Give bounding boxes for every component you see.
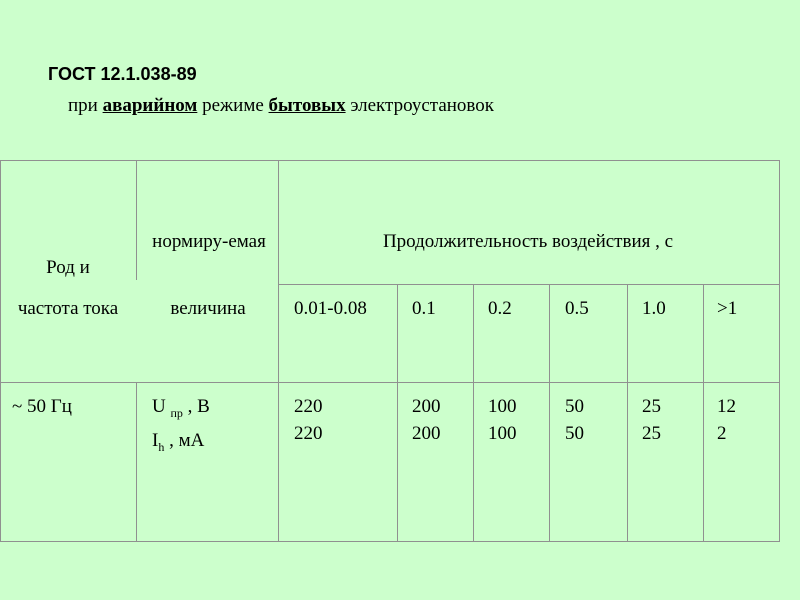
header-kind-bottom: частота тока bbox=[17, 298, 119, 319]
value-cell-0: 220 220 bbox=[294, 396, 323, 444]
quantity-voltage: U $_{пр}$ , В bbox=[152, 396, 210, 420]
header-quantity-top: нормиру-емая bbox=[152, 231, 266, 252]
document-title: ГОСТ 12.1.038-89 bbox=[48, 64, 197, 84]
value-cell-2: 100 100 bbox=[488, 396, 517, 444]
duration-1: 0.1 bbox=[412, 298, 436, 319]
duration-0: 0.01-0.08 bbox=[294, 298, 367, 319]
subtitle-text-1: при bbox=[68, 95, 103, 116]
subtitle-text-2: режиме bbox=[197, 95, 269, 116]
duration-5: >1 bbox=[717, 298, 738, 319]
row-current-kind: ~ 50 Гц bbox=[12, 396, 72, 417]
value-cell-3: 50 50 bbox=[565, 396, 584, 444]
header-duration: Продолжительность воздействия , с bbox=[382, 231, 674, 252]
subtitle-emphasis-household: бытовых bbox=[268, 95, 346, 116]
duration-3: 0.5 bbox=[565, 298, 589, 319]
quantity-current: $I_h$ , мА bbox=[152, 429, 205, 454]
value-cell-4: 25 25 bbox=[642, 396, 661, 444]
value-cell-5: 12 2 bbox=[717, 396, 736, 444]
duration-2: 0.2 bbox=[488, 298, 512, 319]
value-cell-1: 200 200 bbox=[412, 396, 441, 444]
row-quantity bbox=[152, 393, 276, 461]
subtitle-text-3: электроустановок bbox=[345, 95, 494, 116]
subtitle-emphasis-emergency: аварийном bbox=[102, 95, 198, 116]
header-quantity-bottom: величина bbox=[170, 298, 246, 319]
duration-4: 1.0 bbox=[642, 298, 666, 319]
header-kind-top: Род и bbox=[46, 257, 90, 278]
